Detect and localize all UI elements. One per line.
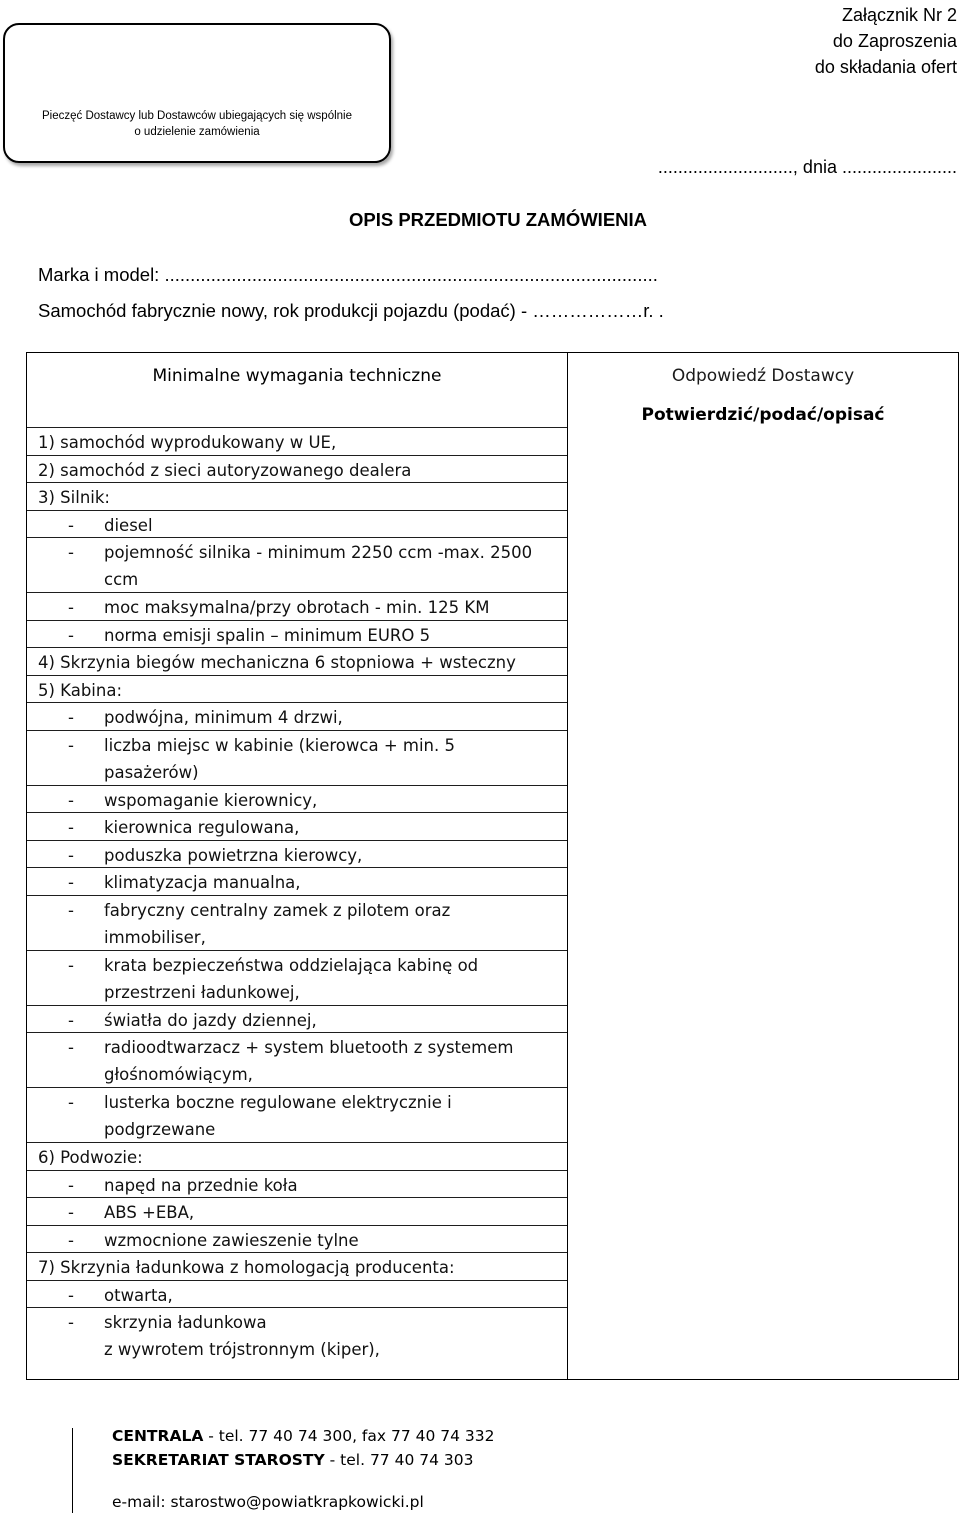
row-divider bbox=[27, 812, 567, 813]
supplier-response-header: Odpowiedź Dostawcy bbox=[671, 366, 855, 386]
row-divider bbox=[27, 867, 567, 868]
stamp-caption-line: o udzielenie zamówienia bbox=[134, 126, 260, 138]
bullet-dash: - bbox=[68, 598, 74, 617]
requirement-item bbox=[68, 1089, 452, 1143]
row-divider bbox=[27, 730, 567, 731]
requirement-text: skrzynia ładunkowa bbox=[104, 1313, 267, 1332]
bullet-dash: - bbox=[68, 845, 74, 865]
row-divider bbox=[27, 1142, 567, 1143]
bullet-dash: - bbox=[68, 1285, 74, 1305]
bullet-dash: - bbox=[68, 790, 74, 810]
requirement-text: lusterka boczne regulowane elektrycznie i bbox=[104, 1093, 452, 1112]
requirement-text: otwarta, bbox=[104, 1285, 173, 1305]
requirement-text: kierownica regulowana, bbox=[104, 818, 300, 837]
row-divider bbox=[27, 482, 567, 483]
requirement-text: 2) samochód z sieci autoryzowanego dealera bbox=[38, 460, 412, 480]
requirement-text: 5) Kabina: bbox=[38, 680, 123, 700]
requirement-item bbox=[68, 897, 450, 951]
row-divider bbox=[27, 455, 567, 456]
stamp-caption-line: Pieczęć Dostawcy lub Dostawców ubiegających się wspólnie bbox=[41, 110, 352, 122]
requirement-item bbox=[38, 484, 110, 511]
bullet-dash: - bbox=[68, 625, 74, 645]
requirement-text: norma emisji spalin – minimum EURO 5 bbox=[104, 625, 431, 645]
requirement-text: ABS +EBA, bbox=[104, 1203, 195, 1222]
row-divider bbox=[27, 895, 567, 896]
supplier-stamp-box bbox=[3, 23, 391, 163]
footer-secretariat-contact bbox=[112, 1451, 473, 1469]
requirement-text: krata bezpieczeństwa oddzielająca kabinę od bbox=[104, 955, 479, 975]
bullet-dash: - bbox=[68, 1313, 74, 1332]
row-divider bbox=[27, 785, 567, 786]
requirement-item bbox=[38, 677, 122, 704]
row-divider bbox=[27, 675, 567, 676]
requirement-item bbox=[68, 1227, 359, 1254]
document-title: OPIS PRZEDMIOTU ZAMÓWIENIA bbox=[348, 209, 648, 230]
requirement-item bbox=[68, 732, 455, 786]
requirement-item bbox=[68, 952, 478, 1006]
requirement-item bbox=[38, 457, 411, 484]
row-divider bbox=[27, 537, 567, 538]
requirement-item bbox=[68, 787, 317, 814]
requirement-item bbox=[68, 704, 343, 731]
requirement-text: wzmocnione zawieszenie tylne bbox=[104, 1230, 359, 1250]
row-divider bbox=[27, 1005, 567, 1006]
requirement-text: 3) Silnik: bbox=[38, 488, 110, 507]
row-divider bbox=[27, 647, 567, 648]
requirement-item bbox=[68, 869, 301, 896]
requirement-text-continued: pasażerów) bbox=[104, 762, 199, 782]
requirement-item bbox=[68, 1199, 194, 1226]
row-divider bbox=[27, 510, 567, 511]
row-divider bbox=[27, 1225, 567, 1226]
bullet-dash: - bbox=[68, 1010, 74, 1030]
footer-value: - tel. 77 40 74 300, fax 77 40 74 332 bbox=[203, 1427, 495, 1445]
requirement-text: 6) Podwozie: bbox=[38, 1148, 143, 1167]
requirement-text-continued: przestrzeni ładunkowej, bbox=[104, 982, 300, 1002]
requirement-item bbox=[68, 1309, 380, 1363]
requirement-item bbox=[38, 1144, 143, 1171]
requirement-item bbox=[38, 429, 336, 456]
bullet-dash: - bbox=[68, 515, 74, 535]
bullet-dash: - bbox=[68, 735, 74, 755]
requirement-text: napęd na przednie koła bbox=[104, 1175, 298, 1195]
requirement-text: światła do jazdy dziennej, bbox=[104, 1010, 317, 1030]
bullet-dash: - bbox=[68, 543, 74, 562]
row-divider bbox=[27, 1197, 567, 1198]
supplier-response-subheader: Potwierdzić/podać/opisać bbox=[641, 405, 885, 425]
row-divider bbox=[27, 1087, 567, 1088]
requirement-text: radioodtwarzacz + system bluetooth z systemem bbox=[104, 1038, 514, 1057]
footer-central-contact bbox=[112, 1427, 495, 1445]
requirement-item bbox=[68, 1172, 298, 1199]
requirements-column-header: Minimalne wymagania techniczne bbox=[152, 366, 442, 386]
column-divider bbox=[567, 352, 568, 1380]
requirement-text-continued: ccm bbox=[104, 570, 139, 589]
row-divider bbox=[27, 1032, 567, 1033]
requirement-item bbox=[68, 814, 299, 841]
requirement-item bbox=[68, 1282, 173, 1309]
requirement-text: diesel bbox=[104, 515, 153, 535]
requirement-text-continued: głośnomówiącym, bbox=[104, 1065, 253, 1084]
make-model-field: Marka i model: ................................................................................................ bbox=[38, 264, 658, 285]
requirement-text: pojemność silnika - minimum 2250 ccm -max. 2500 bbox=[104, 543, 533, 562]
bullet-dash: - bbox=[68, 873, 74, 892]
bullet-dash: - bbox=[68, 1203, 74, 1222]
requirement-item bbox=[68, 594, 489, 621]
requirement-text: moc maksymalna/przy obrotach - min. 125 KM bbox=[104, 598, 490, 617]
bullet-dash: - bbox=[68, 955, 74, 975]
requirement-item bbox=[68, 1034, 513, 1088]
bullet-dash: - bbox=[68, 1175, 74, 1195]
bullet-dash: - bbox=[68, 900, 74, 920]
bullet-dash: - bbox=[68, 1230, 74, 1250]
requirement-text: 4) Skrzynia biegów mechaniczna 6 stopniowa + wsteczny bbox=[38, 653, 516, 672]
requirement-item bbox=[68, 842, 362, 869]
requirement-item bbox=[68, 539, 532, 593]
row-divider bbox=[27, 950, 567, 951]
requirement-text-continued: podgrzewane bbox=[104, 1120, 216, 1139]
production-year-field: Samochód fabrycznie nowy, rok produkcji pojazdu (podać) - ………………r. . bbox=[38, 300, 664, 321]
stamp-caption bbox=[5, 108, 389, 140]
bullet-dash: - bbox=[68, 1038, 74, 1057]
requirement-text: 1) samochód wyprodukowany w UE, bbox=[38, 433, 337, 452]
footer-divider bbox=[72, 1428, 73, 1513]
row-divider bbox=[27, 1280, 567, 1281]
footer-value: - tel. 77 40 74 303 bbox=[324, 1451, 474, 1469]
row-divider bbox=[27, 620, 567, 621]
annex-reference bbox=[815, 2, 957, 80]
requirement-item bbox=[38, 1254, 455, 1281]
footer-label: CENTRALA bbox=[112, 1427, 204, 1445]
row-divider bbox=[27, 840, 567, 841]
requirement-text: podwójna, minimum 4 drzwi, bbox=[104, 708, 343, 727]
annex-line: do składania ofert bbox=[814, 57, 957, 77]
row-divider bbox=[27, 592, 567, 593]
bullet-dash: - bbox=[68, 708, 74, 727]
requirement-item bbox=[38, 649, 516, 676]
annex-line: Załącznik Nr 2 bbox=[841, 5, 957, 25]
requirement-text: wspomaganie kierownicy, bbox=[104, 790, 318, 810]
requirement-item bbox=[68, 512, 153, 539]
requirement-text-continued: immobiliser, bbox=[104, 927, 206, 947]
footer-email: e-mail: starostwo@powiatkrapkowicki.pl bbox=[112, 1493, 424, 1511]
annex-line: do Zaproszenia bbox=[832, 31, 957, 51]
place-date-field: ..........................., dnia ....................... bbox=[657, 157, 957, 177]
row-divider bbox=[27, 1252, 567, 1253]
requirement-item bbox=[68, 622, 430, 649]
row-divider bbox=[27, 1307, 567, 1308]
bullet-dash: - bbox=[68, 818, 74, 837]
bullet-dash: - bbox=[68, 1093, 74, 1112]
row-divider bbox=[27, 702, 567, 703]
row-divider bbox=[27, 427, 567, 428]
row-divider bbox=[27, 1170, 567, 1171]
requirement-text: fabryczny centralny zamek z pilotem oraz bbox=[104, 900, 451, 920]
requirement-text-continued: z wywrotem trójstronnym (kiper), bbox=[104, 1340, 380, 1359]
requirement-text: poduszka powietrzna kierowcy, bbox=[104, 845, 363, 865]
footer-label: SEKRETARIAT STAROSTY bbox=[112, 1451, 325, 1469]
requirement-text: 7) Skrzynia ładunkowa z homologacją producenta: bbox=[38, 1258, 455, 1277]
requirement-text: liczba miejsc w kabinie (kierowca + min. 5 bbox=[104, 735, 455, 755]
requirement-item bbox=[68, 1007, 317, 1034]
requirement-text: klimatyzacja manualna, bbox=[104, 873, 301, 892]
